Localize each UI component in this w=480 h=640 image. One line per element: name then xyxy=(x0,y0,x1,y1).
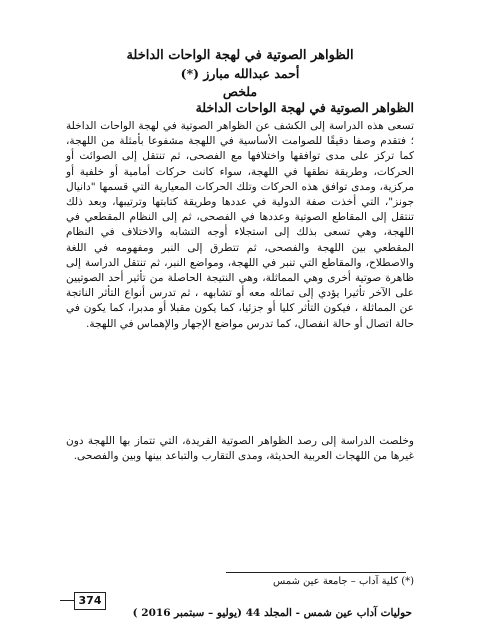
author-name: أحمد عبدالله مبارز (*) xyxy=(180,66,300,81)
journal-citation: حوليات آداب عين شمس - المجلد 44 (يوليو – سبتمبر 2016 ) xyxy=(132,607,412,619)
page-number: 374 xyxy=(74,592,106,610)
abstract-subheading: الظواهر الصوتية في لهجة الواحات الداخلة xyxy=(195,100,414,115)
abstract-paragraph: وخلصت الدراسة إلى رصد الظواهر الصوتية الفريدة، التي تتماز بها اللهجة دون غيرها من اللهجات العربية الحديثة، ومدى التقارب والتباعد بينها وبين والفصحى. xyxy=(66,435,414,463)
footnote-divider xyxy=(226,572,406,573)
page-number-rule xyxy=(60,600,74,601)
abstract-label: ملخص xyxy=(222,84,258,99)
footnote: (*) كلية آداب – جامعة عين شمس xyxy=(272,576,414,587)
document-title: الظواهر الصوتية في لهجة الواحات الداخلة xyxy=(126,48,354,63)
abstract-paragraph: تسعى هذه الدراسة إلى الكشف عن الظواهر الصوتية في لهجة الواحات الداخلة ؛ فتقدم وصفا دقيقًا للصوامت الأساسية في اللهجة مشفوعا بأمثلة من اللهجة، كما تركز على مدى توافقها واختلافها مع الفصحى، ثم تنتقل إلى الصوائت أو الحركات، وطريقة نطقها في اللهجة، سواء كانت حركات أمامية أو خلفية أو مركزية، ومدى توافق هذه الحركات وتلك الحركات المعيارية التي قسمها "دانيال جونز"، التي أخذت صفة الدولية في عددها وطريقة كتابتها وترتيبها، وبعد ذلك تنتقل إلى المقاطع الصوتية وعددها في الفصحى، ثم إلى النظام المقطعي في اللهجة، وهي تسعى بذلك إلى استجلاء أوجه التشابه والاختلاف في النظام المقطعي بين اللهجة والفصحى، ثم تتطرق إلى النبر ومفهومه في اللغة والاصطلاح، والمقاطع التي تنبر في اللهجة، ومواضع النبر، ثم تنتقل الدراسة إلى ظاهرة صوتية أخرى وهي المماثلة، وهي النتيجة الحاصلة من تأثير أحد الصوتيين على الآخر تأثيرا يؤدي إلى تماثله معه أو تشابهه ، ثم تدرس أنواع التأثر الناتجة عن المماثلة ، فيكون التأثر كليا أو جزئيا، كما يكون مقبلا أو مدبرا، كما يكون في حالة اتصال أو حالة انفصال، كما تدرس مواضع الإجهار والإهماس في اللهجة. xyxy=(66,120,414,330)
